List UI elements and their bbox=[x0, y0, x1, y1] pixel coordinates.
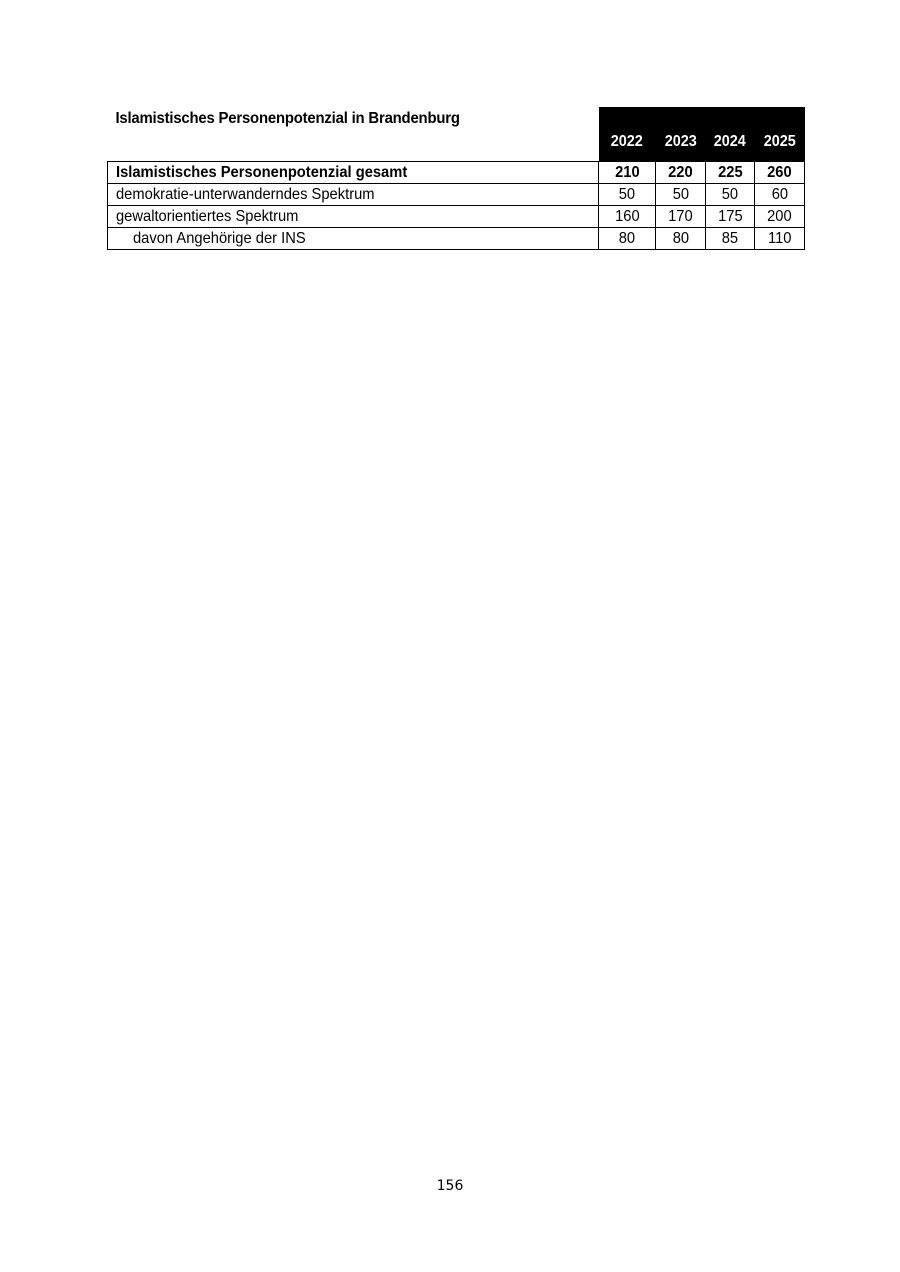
row-label: gewaltorientiertes Spektrum bbox=[108, 206, 599, 228]
row-label: davon Angehörige der INS bbox=[108, 228, 599, 250]
row-value: 80 bbox=[599, 228, 656, 250]
year-header-2025: 2025 bbox=[755, 107, 805, 162]
row-value: 210 bbox=[599, 162, 656, 184]
row-value: 200 bbox=[755, 206, 805, 228]
statistics-table bbox=[107, 107, 805, 250]
row-value: 85 bbox=[706, 228, 755, 250]
row-value: 160 bbox=[599, 206, 656, 228]
row-value: 170 bbox=[656, 206, 706, 228]
row-value: 50 bbox=[599, 184, 656, 206]
year-header-2024: 2024 bbox=[706, 107, 755, 162]
row-value: 260 bbox=[755, 162, 805, 184]
row-value: 110 bbox=[755, 228, 805, 250]
row-value: 60 bbox=[755, 184, 805, 206]
row-label: demokratie-unterwanderndes Spektrum bbox=[108, 184, 599, 206]
row-value: 50 bbox=[656, 184, 706, 206]
table-row bbox=[108, 162, 805, 184]
row-value: 175 bbox=[706, 206, 755, 228]
row-value: 220 bbox=[656, 162, 706, 184]
table-header-row bbox=[108, 107, 805, 162]
year-header-2022: 2022 bbox=[599, 107, 656, 162]
year-header-2023: 2023 bbox=[656, 107, 706, 162]
table-row bbox=[108, 206, 805, 228]
table-row bbox=[108, 228, 805, 250]
statistics-table-container bbox=[107, 107, 804, 250]
row-value: 225 bbox=[706, 162, 755, 184]
table-title: Islamistisches Personenpotenzial in Brandenburg bbox=[108, 107, 565, 162]
row-label: Islamistisches Personenpotenzial gesamt bbox=[108, 162, 599, 184]
row-value: 50 bbox=[706, 184, 755, 206]
page-number: 156 bbox=[436, 1178, 464, 1194]
row-value: 80 bbox=[656, 228, 706, 250]
table-row bbox=[108, 184, 805, 206]
